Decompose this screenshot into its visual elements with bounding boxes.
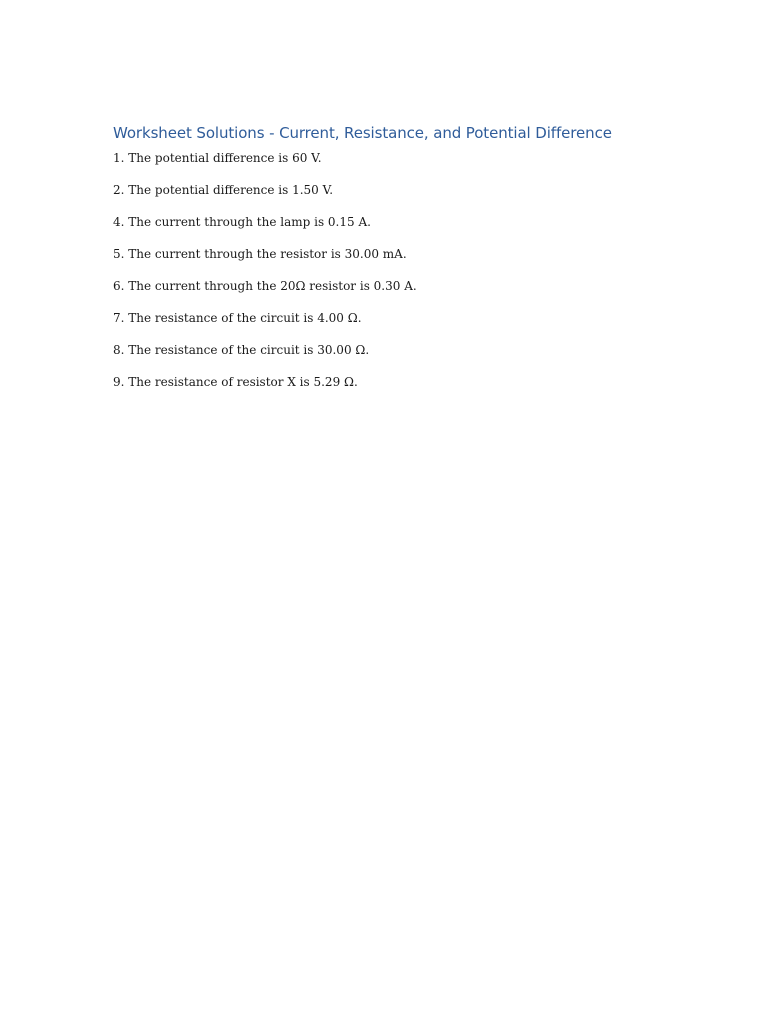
answer-8: 8. The resistance of the circuit is 30.00 Ω. [113, 343, 370, 357]
answer-4: 4. The current through the lamp is 0.15 A. [113, 215, 371, 229]
answer-6: 6. The current through the 20Ω resistor is 0.30 A. [113, 279, 417, 293]
document-title: Worksheet Solutions - Current, Resistance, and Potential Difference [113, 124, 612, 142]
answer-1: 1. The potential difference is 60 V. [113, 151, 322, 165]
answer-5: 5. The current through the resistor is 30.00 mA. [113, 247, 407, 261]
answer-7: 7. The resistance of the circuit is 4.00 Ω. [113, 311, 362, 325]
answer-list [113, 149, 417, 405]
answer-2: 2. The potential difference is 1.50 V. [113, 183, 334, 197]
answer-9: 9. The resistance of resistor X is 5.29 Ω. [113, 375, 358, 389]
